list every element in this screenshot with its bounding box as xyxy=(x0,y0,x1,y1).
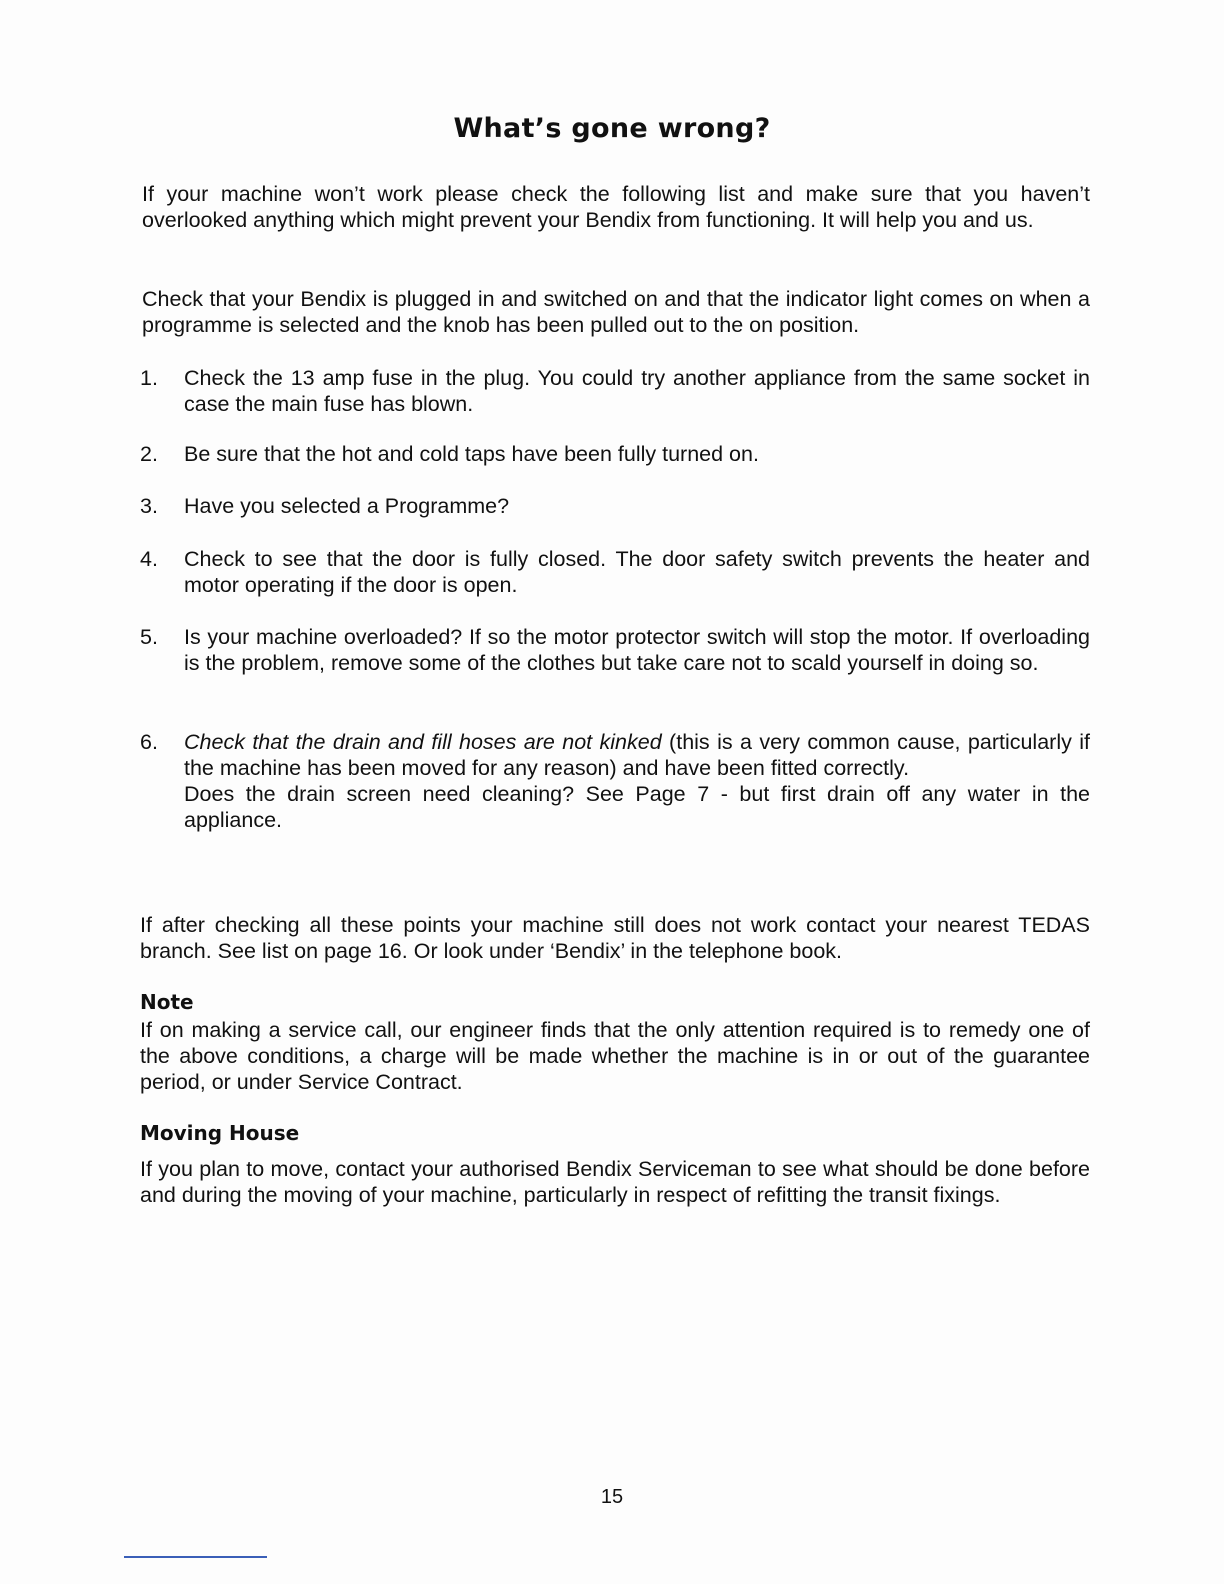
drain-screen-text: Does the drain screen need cleaning? See Page 7 - but first drain off any water in the appliance. xyxy=(184,782,1090,832)
footer-rule xyxy=(124,1556,267,1558)
list-item-text: Have you selected a Programme? xyxy=(184,494,510,518)
list-item-number: 6. xyxy=(140,730,158,754)
list-item xyxy=(140,729,1090,833)
moving-house-heading: Moving House xyxy=(140,1121,300,1145)
list-item-number: 2. xyxy=(140,442,158,466)
list-item-text: Is your machine overloaded? If so the motor protector switch will stop the motor. If overloading is the problem, remove some of the clothes but take care not to scald yourself in doing so. xyxy=(184,625,1090,675)
list-item-number: 3. xyxy=(140,494,158,518)
page-title: What’s gone wrong? xyxy=(453,113,771,144)
list-item-text: Check to see that the door is fully closed. The door safety switch prevents the heater and motor operating if the door is open. xyxy=(184,547,1090,597)
list-item-text: Check the 13 amp fuse in the plug. You could try another appliance from the same socket in case the main fuse has blown. xyxy=(184,366,1090,416)
list-item-number: 4. xyxy=(140,547,158,571)
list-item xyxy=(140,441,1090,467)
page-number: 15 xyxy=(600,1486,624,1508)
moving-house-paragraph: If you plan to move, contact your authorised Bendix Serviceman to see what should be done before and during the moving of your machine, particularly in respect of refitting the transit fixings. xyxy=(140,1157,1090,1207)
list-item-number: 5. xyxy=(140,625,158,649)
intro-paragraph: If your machine won’t work please check the following list and make sure that you haven’t overlooked anything which might prevent your Bendix from functioning. It will help you and us. xyxy=(142,182,1090,232)
list-item-text: (this is a very common cause, particularly if the machine has been moved for any reason) and have been fitted correctly. xyxy=(184,730,1090,780)
note-heading: Note xyxy=(140,990,194,1014)
list-item xyxy=(140,365,1090,417)
power-check-paragraph: Check that your Bendix is plugged in and switched on and that the indicator light comes on when a programme is selected and the knob has been pulled out to the on position. xyxy=(142,287,1090,337)
list-item xyxy=(140,493,1090,519)
hoses-warning: Check that the drain and fill hoses are not kinked xyxy=(184,730,662,754)
list-item xyxy=(140,624,1090,676)
contact-paragraph: If after checking all these points your machine still does not work contact your nearest TEDAS branch. See list on page 16. Or look under ‘Bendix’ in the telephone book. xyxy=(140,913,1090,963)
list-item xyxy=(140,546,1090,598)
note-paragraph: If on making a service call, our engineer finds that the only attention required is to remedy one of the above conditions, a charge will be made whether the machine is in or out of the guarantee period, or under Service Contract. xyxy=(140,1018,1090,1094)
list-item-number: 1. xyxy=(140,366,158,390)
list-item-text: Be sure that the hot and cold taps have been fully turned on. xyxy=(184,442,759,466)
